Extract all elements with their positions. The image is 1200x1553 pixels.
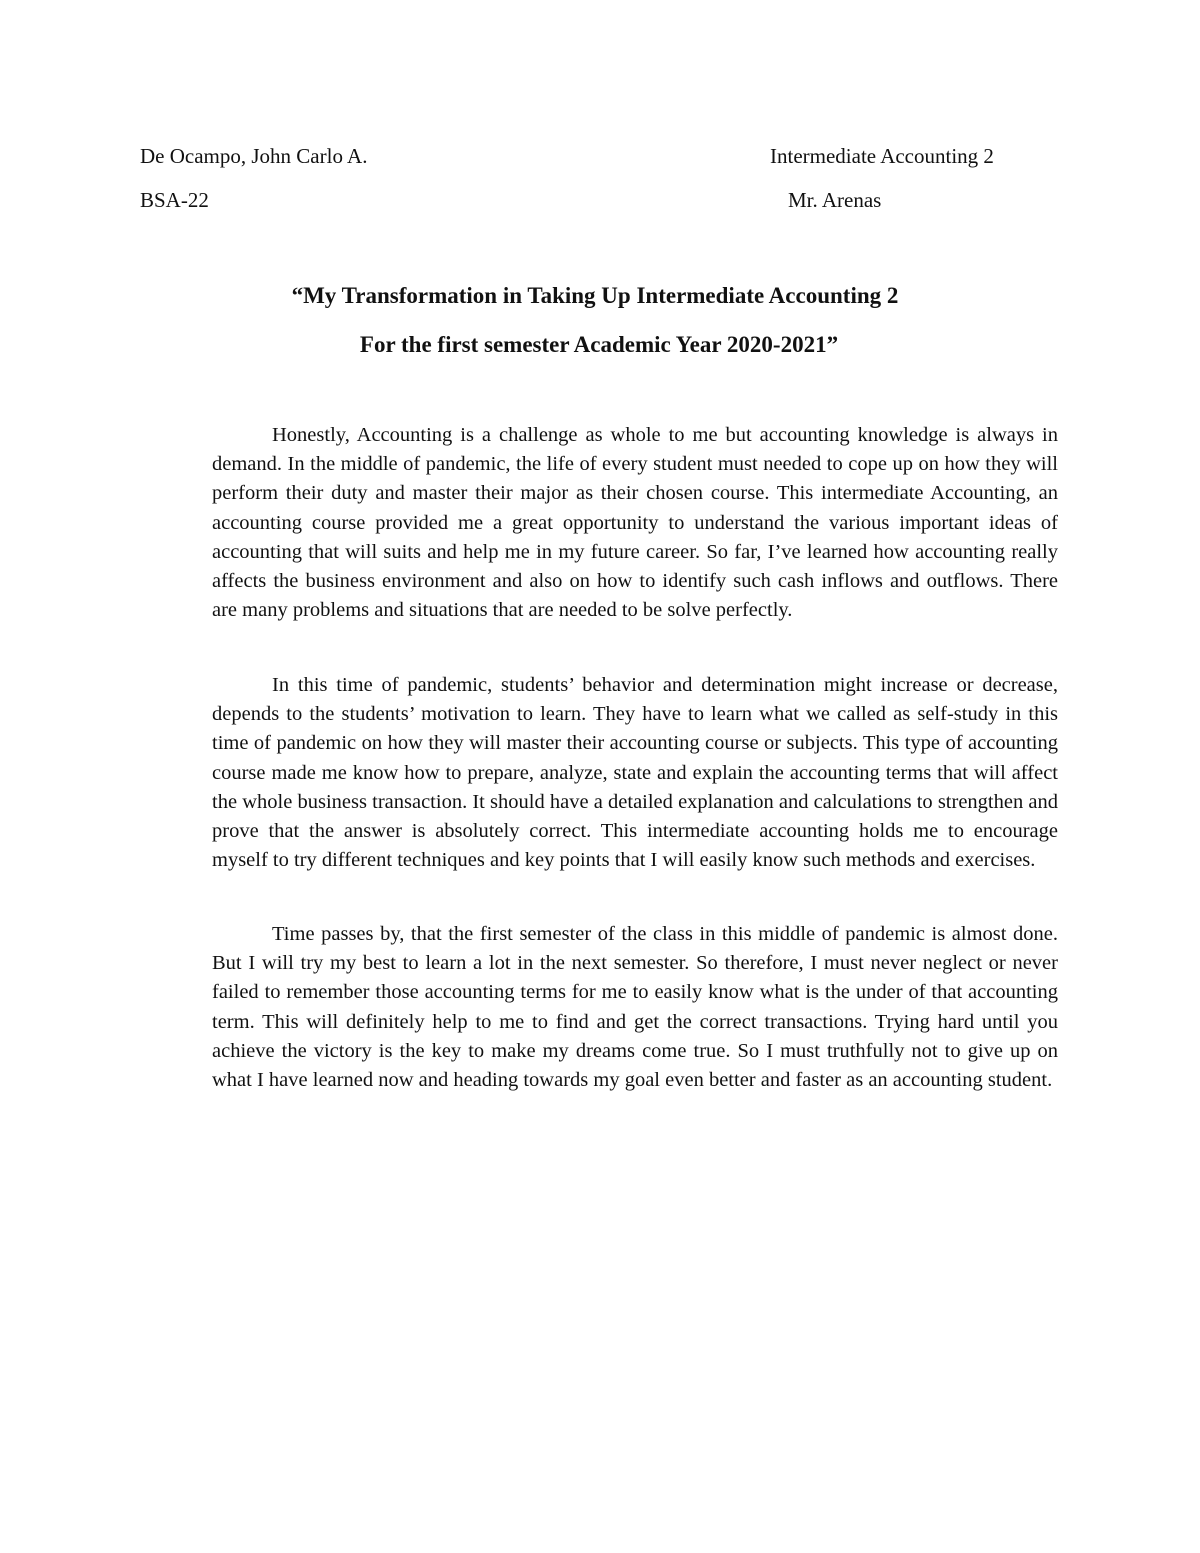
instructor-name: Mr. Arenas bbox=[788, 188, 882, 212]
body-paragraph-3: Time passes by, that the first semester of the class in this middle of pandemic is almost done. But I will try my best to learn a lot in the next semester. So therefore, I must never neglect or never failed to remember those accounting terms for me to easily know what is the under of that accounting term. This will definitely help to me to find and get the correct transactions. Trying hard until you achieve the victory is the key to make my dreams come true. So I must truthfully not to give up on what I have learned now and heading towards my goal even better and faster as an accounting student. bbox=[212, 923, 1058, 1092]
section-label: BSA-22 bbox=[140, 188, 209, 212]
body-paragraph-2: In this time of pandemic, students’ behavior and determination might increase or decrease, depends to the students’ motivation to learn. They have to learn what we called as self-study in this time of pandemic on how they will master their accounting course or subjects. This type of accounting course made me know how to prepare, analyze, state and explain the accounting terms that will affect the whole business transaction. It should have a detailed explanation and calculations to strengthen and prove that the answer is absolutely correct. This intermediate accounting holds me to encourage myself to try different techniques and key points that I will easily know such methods and exercises. bbox=[212, 674, 1058, 872]
title-line-1: “My Transformation in Taking Up Intermediate Accounting 2 bbox=[291, 283, 899, 308]
body-paragraph-1: Honestly, Accounting is a challenge as whole to me but accounting knowledge is always in demand. In the middle of pandemic, the life of every student must needed to cope up on how they will perform their duty and master their major as their chosen course. This intermediate Accounting, an accounting course provided me a great opportunity to understand the various important ideas of accounting that will suits and help me in my future career. So far, I’ve learned how accounting really affects the business environment and also on how to identify such cash inflows and outflows. There are many problems and situations that are needed to be solve perfectly. bbox=[212, 424, 1058, 622]
title-line-2: For the first semester Academic Year 2020-2021” bbox=[359, 332, 839, 357]
course-name: Intermediate Accounting 2 bbox=[770, 144, 994, 168]
student-name: De Ocampo, John Carlo A. bbox=[140, 144, 368, 168]
